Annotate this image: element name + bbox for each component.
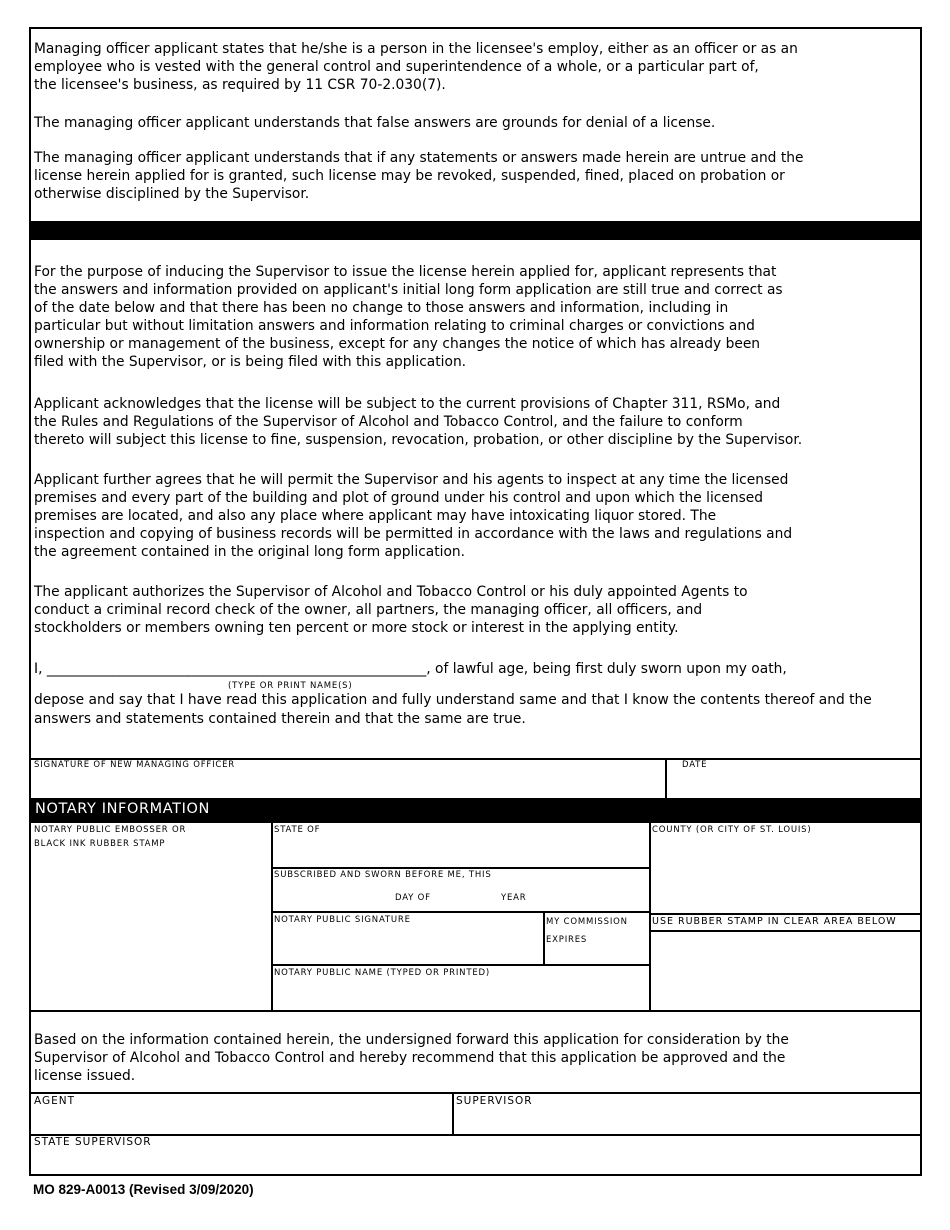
application-form — [29, 27, 922, 1176]
form-number: MO 829-A0013 (Revised 3/09/2020) — [33, 1182, 254, 1197]
embosser-label: NOTARY PUBLIC EMBOSSER OR BLACK INK RUBBER STAMP — [34, 825, 187, 849]
false-answers-statement: The managing officer applicant understands that false answers are grounds for denial of a license. — [34, 115, 716, 131]
name-caption: (TYPE OR PRINT NAME(S) — [228, 681, 353, 691]
commission-expires-label: MY COMMISSION EXPIRES — [546, 917, 628, 945]
state-supervisor-label: STATE SUPERVISOR — [34, 1136, 152, 1148]
state-label: STATE OF — [274, 825, 321, 835]
notary-name-label: NOTARY PUBLIC NAME (TYPED OR PRINTED) — [274, 968, 490, 978]
recommendation-paragraph: Based on the information contained herein, the undersigned forward this application for consideration by the Supervisor of Alcohol and Tobacco Control and hereby recommend that this application be approved and the license issued. — [34, 1032, 789, 1084]
managing-officer-statement: Managing officer applicant states that he/she is a person in the licensee's employ, either as an officer or as an employee who is vested with the general control and superintendence of a whole, or a particular part of, the licensee's business, as required by 11 CSR 70-2.030(7). — [34, 41, 798, 93]
date-label: DATE — [682, 760, 708, 770]
section-divider-bar — [31, 221, 920, 240]
oath-name-line: I, _______________________________________________________, of lawful age, being first duly sworn upon my oath, — [34, 661, 787, 677]
notary-signature-field[interactable] — [273, 925, 543, 964]
subscribed-label: SUBSCRIBED AND SWORN BEFORE ME, THIS — [274, 870, 492, 880]
inspection-paragraph: Applicant further agrees that he will permit the Supervisor and his agents to inspect at any time the licensed premises and every part of the building and plot of ground under his control and upon which the licensed premises are located, and also any place where applicant may have intoxicating liquor stored. The inspection and copying of business records will be permitted in accordance with the laws and regulations and the agreement contained in the original long form application. — [34, 472, 793, 560]
managing-officer-signature-field[interactable] — [31, 760, 665, 798]
subscribed-date-field[interactable] — [273, 881, 649, 911]
day-of-label: DAY OF — [395, 893, 431, 903]
county-label: COUNTY (OR CITY OF ST. LOUIS) — [652, 825, 812, 835]
managing-officer-signature-label: SIGNATURE OF NEW MANAGING OFFICER — [34, 760, 236, 770]
agent-label: AGENT — [34, 1095, 76, 1107]
supervisor-field[interactable] — [454, 1108, 920, 1132]
criminal-check-paragraph: The applicant authorizes the Supervisor of Alcohol and Tobacco Control or his duly appointed Agents to conduct a criminal record check of the owner, all partners, the managing officer, all officers, and stockholders or members owning ten percent or more stock or interest in the applying entity. — [34, 584, 748, 636]
divider-line — [31, 1010, 920, 1012]
state-supervisor-field[interactable] — [31, 1149, 920, 1174]
notary-signature-label: NOTARY PUBLIC SIGNATURE — [274, 915, 411, 925]
county-field[interactable] — [651, 835, 920, 913]
state-field[interactable] — [273, 835, 649, 867]
date-field[interactable] — [667, 760, 920, 798]
inducement-paragraph: For the purpose of inducing the Supervisor to issue the license herein applied for, applicant represents that the answers and information provided on applicant's initial long form application are still true and correct as of the date below and that there has been no change to those answers and information, including in particular but without limitation answers and information relating to criminal charges or convictions and ownership or management of the business, except for any changes the notice of which has already been filed with the Supervisor, or is being filed with this application. — [34, 264, 783, 370]
commission-expires-field[interactable] — [545, 949, 649, 964]
acknowledgement-paragraph: Applicant acknowledges that the license will be subject to the current provisions of Chapter 311, RSMo, and the Rules and Regulations of the Supervisor of Alcohol and Tobacco Control, and the failure to conform thereto will subject this license to fine, suspension, revocation, probation, or other discipline by the Supervisor. — [34, 396, 803, 448]
oath-line-3: answers and statements contained therein and that the same are true. — [34, 711, 526, 727]
agent-field[interactable] — [31, 1108, 452, 1132]
oath-line-2: depose and say that I have read this application and fully understand same and that I know the contents thereof and the — [34, 692, 872, 708]
revocation-statement: The managing officer applicant understands that if any statements or answers made herein are untrue and the license herein applied for is granted, such license may be revoked, suspended, fined, placed on probation or otherwise disciplined by the Supervisor. — [34, 150, 804, 202]
notary-name-field[interactable] — [273, 979, 649, 1010]
rubber-stamp-label: USE RUBBER STAMP IN CLEAR AREA BELOW — [652, 916, 897, 927]
embosser-area — [31, 853, 271, 1010]
supervisor-label: SUPERVISOR — [456, 1095, 533, 1107]
divider-line — [31, 1134, 920, 1136]
rubber-stamp-area — [651, 932, 920, 1010]
year-label: YEAR — [501, 893, 527, 903]
notary-title: NOTARY INFORMATION — [35, 801, 210, 817]
